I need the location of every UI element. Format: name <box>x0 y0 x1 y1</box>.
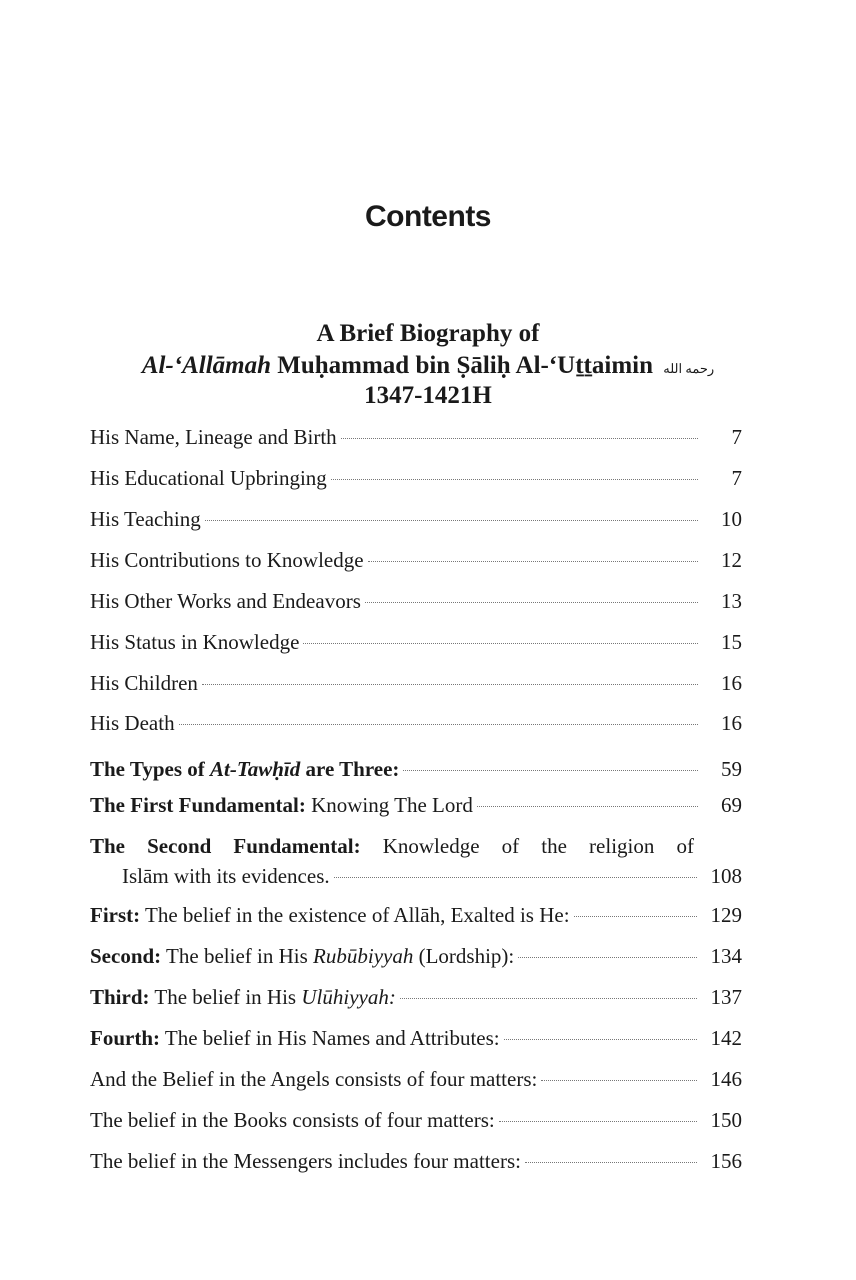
toc-entry-page: 7 <box>731 425 742 449</box>
toc-entry-label: Second: The belief in His Rubūbiyyah (Lordship): <box>90 944 515 968</box>
toc-entry-page: 134 <box>710 944 742 968</box>
toc-entry-label: His Contributions to Knowledge <box>90 548 364 572</box>
toc-entry-label: Fourth: The belief in His Names and Attributes: <box>90 1026 500 1050</box>
biography-title-italic: Al-‘Allāmah <box>141 352 271 379</box>
toc-entry[interactable] <box>90 668 742 698</box>
toc-entry-label: First: The belief in the existence of Allāh, Exalted is He: <box>90 903 570 927</box>
toc-entry-label: The First Fundamental: Knowing The Lord <box>90 793 473 817</box>
dot-leader <box>331 479 698 480</box>
toc-entry-page: 156 <box>710 1149 742 1173</box>
toc-entry-page: 16 <box>721 671 742 695</box>
dot-leader <box>303 643 698 644</box>
toc-entry-label: His Teaching <box>90 507 201 531</box>
dot-leader <box>205 520 698 521</box>
toc-entry-page: 129 <box>710 903 742 927</box>
toc-entry[interactable] <box>90 708 742 738</box>
toc-entry-belief[interactable] <box>90 941 742 971</box>
toc-entry-page: 59 <box>721 757 742 781</box>
toc-entry-label: The belief in the Messengers includes four matters: <box>90 1149 521 1173</box>
toc-entry[interactable] <box>90 586 742 616</box>
dot-leader <box>334 877 697 878</box>
toc-entry[interactable] <box>90 422 742 452</box>
honorific-glyph: رحمه الله <box>663 361 715 376</box>
toc-entry-label: And the Belief in the Angels consists of four matters: <box>90 1067 538 1091</box>
toc-entry[interactable] <box>90 545 742 575</box>
toc-entry-label: The Second Fundamental: Knowledge of the religion of <box>90 834 694 858</box>
dot-leader <box>518 957 696 958</box>
toc-entry-label: His Other Works and Endeavors <box>90 589 361 613</box>
toc-entry-label: His Children <box>90 671 198 695</box>
toc-entry-page: 16 <box>721 711 742 735</box>
toc-entry-label: His Name, Lineage and Birth <box>90 425 337 449</box>
toc-entry-first-fundamental[interactable] <box>90 790 742 820</box>
toc-entry[interactable] <box>90 1105 742 1135</box>
dot-leader <box>202 684 698 685</box>
toc-entry-label: The belief in the Books consists of four matters: <box>90 1108 495 1132</box>
dot-leader <box>541 1080 696 1081</box>
toc-entry-page: 146 <box>710 1067 742 1091</box>
toc-entry-page: 7 <box>731 466 742 490</box>
toc-entry[interactable] <box>90 463 742 493</box>
dot-leader <box>477 806 698 807</box>
biography-dates: 1347-1421H <box>364 382 492 409</box>
toc-entry-page: 108 <box>710 864 742 888</box>
dot-leader <box>499 1121 697 1122</box>
toc-entry-label: Third: The belief in His Ulūhiyyah: <box>90 985 396 1009</box>
toc-entry[interactable] <box>90 627 742 657</box>
toc-entry-belief[interactable] <box>90 900 742 930</box>
toc-entry[interactable] <box>90 504 742 534</box>
toc-entry-page: 142 <box>710 1026 742 1050</box>
dot-leader <box>525 1162 697 1163</box>
toc-entry-label: His Status in Knowledge <box>90 630 300 654</box>
toc-entry-second-fundamental[interactable] <box>90 831 742 891</box>
toc-entry-belief[interactable] <box>90 1023 742 1053</box>
toc-entry-label: The Types of At-Tawḥīd are Three: <box>90 757 400 781</box>
dot-leader <box>504 1039 697 1040</box>
toc-entry-page: 15 <box>721 630 742 654</box>
dot-leader <box>341 438 698 439</box>
dot-leader <box>365 602 698 603</box>
biography-name: Muḥammad bin Ṣāliḥ Al-‘Uṯṯaimin <box>277 352 654 379</box>
toc-entry-page: 13 <box>721 589 742 613</box>
toc-entry-label: His Death <box>90 711 175 735</box>
toc-entry[interactable] <box>90 1064 742 1094</box>
toc-entry-label: His Educational Upbringing <box>90 466 327 490</box>
page-title: Contents <box>365 200 491 233</box>
toc-entry-belief[interactable] <box>90 982 742 1012</box>
biography-heading-line1: A Brief Biography of <box>316 320 540 347</box>
toc-entry-label-continuation: Islām with its evidences. <box>122 864 330 888</box>
dot-leader <box>403 770 698 771</box>
toc-entry-page: 150 <box>710 1108 742 1132</box>
toc-entry-types-of-tawhid[interactable] <box>90 754 742 784</box>
toc-entry-page: 137 <box>710 985 742 1009</box>
toc-entry-page: 12 <box>721 548 742 572</box>
dot-leader <box>400 998 697 999</box>
dot-leader <box>179 724 698 725</box>
toc-entry-page: 69 <box>721 793 742 817</box>
dot-leader <box>574 916 697 917</box>
toc-entry-page: 10 <box>721 507 742 531</box>
dot-leader <box>368 561 698 562</box>
biography-heading-line2 <box>0 352 856 380</box>
toc-entry[interactable] <box>90 1146 742 1176</box>
